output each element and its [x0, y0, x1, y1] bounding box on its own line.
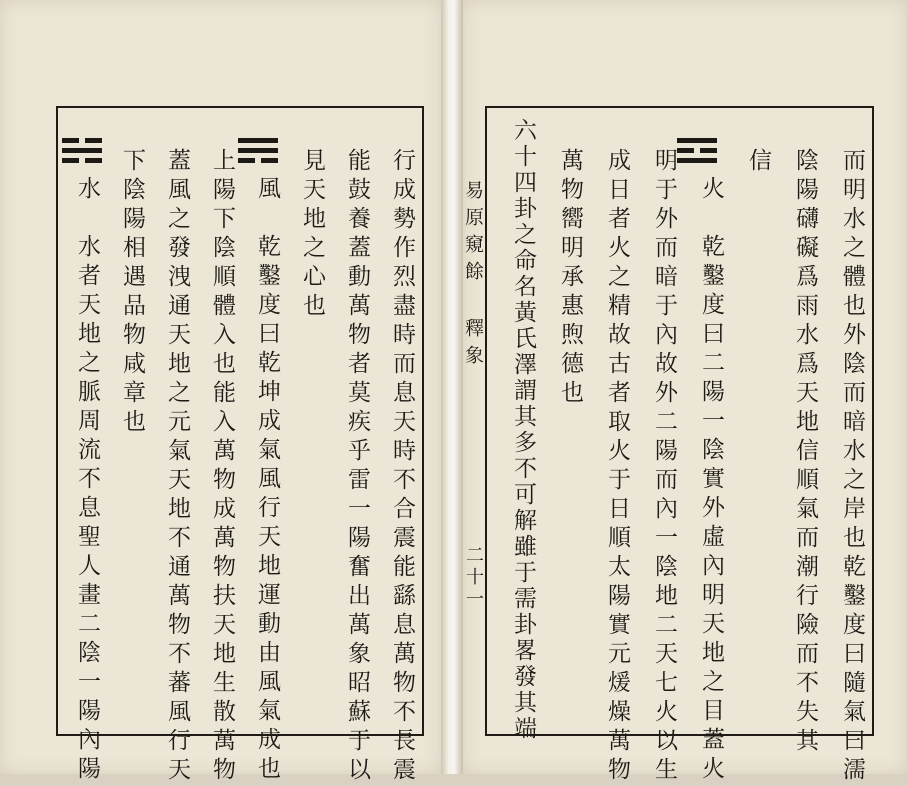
book-title: 易原窺餘: [462, 180, 484, 288]
text-column: 見天地之心也: [299, 148, 325, 322]
text-column: 上陽下陰順體入也能入萬物成萬物扶天地生散萬物: [209, 148, 235, 786]
li-trigram-icon: [677, 136, 717, 166]
text-column: 明于外而暗于內故外二陽而內一陰地二天七火以生: [651, 148, 677, 786]
text-column: 火 乾鑿度曰二陽一陰實外虛內明天地之目蓋火: [698, 176, 724, 785]
text-column: 而明水之體也外陰而暗水之岸也乾鑿度曰隨氣曰濡: [839, 148, 865, 786]
text-column: 萬物嚮明承惠煦德也: [557, 148, 583, 409]
left-text-frame: [56, 106, 424, 786]
xun-trigram-icon: [238, 136, 278, 166]
text-column: 陰陽礴礙爲雨水爲天地信順氣而潮行險而不失其: [792, 148, 818, 757]
kan-trigram-icon: [62, 136, 102, 166]
text-column: 風 乾鑿度曰乾坤成氣風行天地運動由風氣成也: [254, 176, 280, 785]
text-column: 水 水者天地之脈周流不息聖人畫二陰一陽內陽: [74, 176, 100, 785]
right-text-frame: [485, 106, 874, 786]
text-column: 成日者火之精故古者取火于日順太陽實元煖燥萬物: [604, 148, 630, 786]
book-gutter: [441, 0, 463, 774]
page-number: 二十一: [463, 545, 484, 611]
section-title: 釋象: [462, 318, 484, 372]
text-column: 六十四卦之命名黃氏澤謂其多不可解雖于需卦畧發其端: [510, 118, 536, 742]
text-column: 下陰陽相遇品物咸章也: [119, 148, 145, 438]
text-column: 蓋風之發洩通天地之元氣天地不通萬物不蕃風行天: [164, 148, 190, 786]
text-column: 信: [745, 148, 771, 177]
text-column: 行成勢作烈盡時而息天時不合震能繇息萬物不長震: [389, 148, 415, 786]
text-column: 能鼓養蓋動萬物者莫疾乎雷一陽奮出萬象昭蘇于以: [344, 148, 370, 786]
